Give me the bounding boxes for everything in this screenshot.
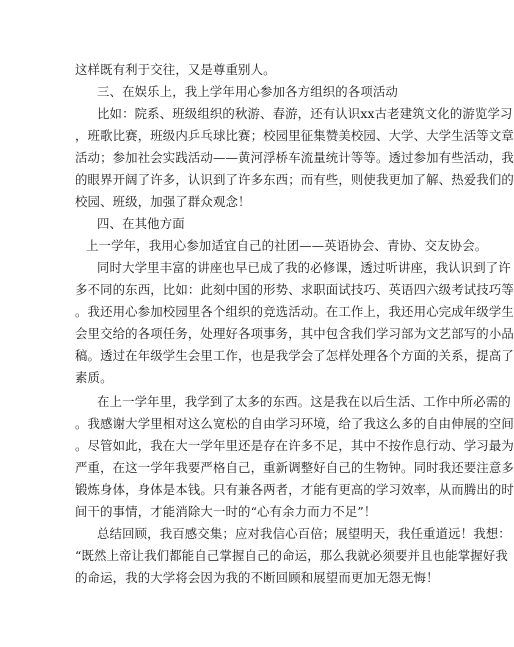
text-line: 多不同的东西，比如：此刻中国的形势、求职面试技巧、英语四六级考试技巧等 (75, 282, 514, 297)
text-line: 。尽管如此，我在大一学年里还是存在许多不足，其中不按作息行动、学习最为 (75, 438, 514, 453)
text-line: 在上一学年里，我学到了太多的东西。这是我在以后生活、工作中所必需的 (97, 394, 511, 409)
text-line: 校园、班级，加强了群众观念！ (75, 194, 251, 209)
text-line: 上一学年，我用心参加适宜自己的社团——英语协会、青协、交友协会。 (86, 238, 488, 253)
text-line: 锻炼身体，身体是本钱。只有兼各两者，才能有更高的学习效率，从而腾出的时 (75, 482, 514, 497)
text-line: “既然上帝让我们都能自己掌握自己的命运，那么我就必须要并且也能掌握好我 (75, 548, 508, 563)
text-line: 稿。透过在年级学生会里工作，也是我学会了怎样处理各个方面的关系，提高了 (75, 348, 514, 363)
text-line: 。我还用心参加校园里各个组织的竞选活动。在工作上，我还用心完成年级学生 (75, 304, 514, 319)
text-line: 比如：院系、班级组织的秋游、春游，还有认识xx古老建筑文化的游览学习 (97, 106, 513, 121)
section-heading-other: 四、在其他方面 (97, 216, 185, 231)
text-line: 的眼界开阔了许多，认识到了许多东西；而有些，则使我更加了解、热爱我们的 (75, 172, 514, 187)
text-line: 的命运，我的大学将会因为我的不断回顾和展望而更加无怨无悔！ (75, 570, 439, 585)
text-line: 同时大学里丰富的讲座也早已成了我的必修课，透过听讲座，我认识到了许 (97, 260, 511, 275)
section-heading-entertainment: 三、在娱乐上，我上学年用心参加各方组织的各项活动 (97, 84, 398, 99)
text-line: 会里交给的各项任务，处理好各项事务，其中包含我们学习部为文艺部写的小品 (75, 326, 514, 341)
text-line: 这样既有利于交往，又是尊重别人。 (75, 62, 276, 77)
text-line: 素质。 (75, 370, 113, 385)
text-line: 。我感谢大学里相对这么宽松的自由学习环境，给了我这么多的自由伸展的空间 (75, 416, 514, 431)
text-line: ，班歌比赛，班级内乒乓球比赛；校园里征集赞美校园、大学、大学生活等文章 (75, 128, 514, 143)
text-line: 严重，在这一学年我要严格自己，重新调整好自己的生物钟。同时我还要注意多 (75, 460, 514, 475)
text-line: 活动；参加社会实践活动——黄河浮桥车流量统计等等。透过参加有些活动，我 (75, 150, 514, 165)
text-line: 总结回顾，我百感交集；应对我信心百倍；展望明天，我任重道远！我想： (97, 526, 511, 541)
text-line: 间干的事情，才能消除大一时的“心有余力而力不足”！ (75, 504, 377, 519)
